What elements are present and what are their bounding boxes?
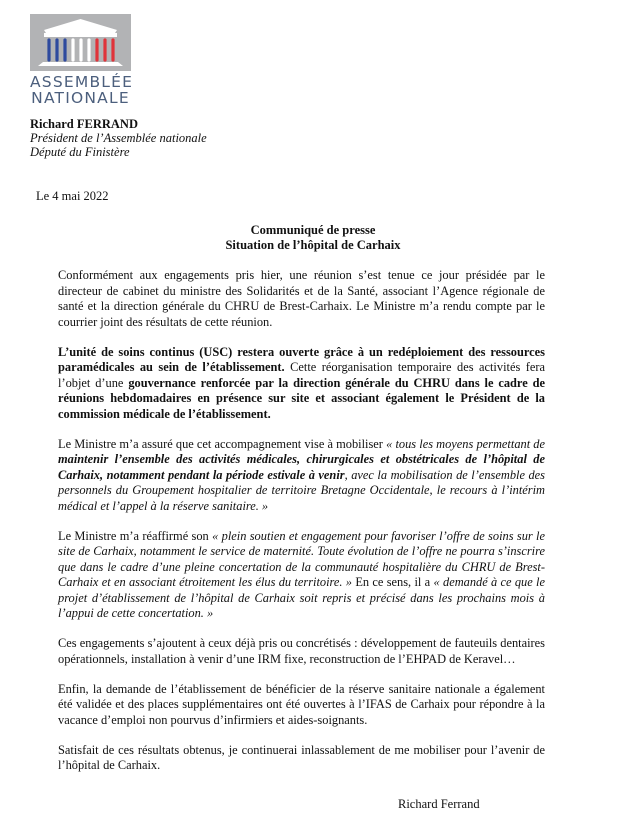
logo-line-1: ASSEMBLÉE [30,73,134,91]
p3-text-1: Le Ministre m’a assuré que cet accompagnement vise à mobiliser [58,436,387,451]
logo-line-2: NATIONALE [31,89,130,107]
paragraph-5: Ces engagements s’ajoutent à ceux déjà pris ou concrétisés : développement de fauteuils dentaires opérationnels, installation à venir d’une IRM fixe, reconstruction de l’EHPAD de Keravel… [58,636,545,666]
p4-text-1: Le Ministre m’a réaffirmé son [58,528,213,543]
p4-italic-1: « plein soutien et engagement pour favoriser l’offre de soins sur le site de Carhaix, notamment le service de maternité. Toute évolution de l’offre ne pourra s’inscrire que dans le cadre d’une pleine concertation de la communauté hospitalière du CHRU de Brest-Carhaix et en associant étroitement les élus du territoire. » [58,528,545,589]
p4-italic-2: « demandé à ce que le projet d’établissement de l’hôpital de Carhaix soit repris et précisé dans les prochains mois à l’appui de cette concertation. » [58,575,546,620]
hemicycle-icon [30,14,131,71]
document-date: Le 4 mai 2022 [36,189,109,203]
paragraph-2 [58,345,545,423]
signature: Richard Ferrand [398,797,480,811]
author-role-president: Président de l’Assemblée nationale [30,131,207,145]
author-block [30,117,207,159]
p3-bold-italic: maintenir l’ensemble des activités médicales, chirurgicales et obstétricales de l’hôpital de Carhaix, notamment pendant la période estivale à venir [58,452,545,482]
paragraph-6: Enfin, la demande de l’établissement de bénéficier de la réserve sanitaire nationale a également été validée et des places supplémentaires ont été ouvertes à l’IFAS de Carhaix pour répondre à la vacance d’emploi non pourvus d’infirmiers et aides-soignants. [58,681,545,727]
document-body [58,268,545,788]
author-name: Richard FERRAND [30,117,138,131]
p3-italic-1: « tous les moyens permettant de [386,436,545,451]
author-role-depute: Député du Finistère [30,145,130,159]
assemblee-nationale-logo [30,14,134,107]
document-title [0,223,626,253]
title-line-1: Communiqué de presse [250,223,376,237]
paragraph-7: Satisfait de ces résultats obtenus, je continuerai inlassablement de me mobiliser pour l’avenir de l’hôpital de Carhaix. [58,742,545,772]
paragraph-3 [58,437,545,515]
paragraph-4 [58,529,545,622]
p4-text-2: En ce sens, il a [352,575,434,589]
logo-wordmark [30,73,134,107]
title-line-2: Situation de l’hôpital de Carhaix [225,238,401,252]
p3-italic-2: , avec la mobilisation de l’ensemble des personnels du Groupement hospitalier de territoire Bretagne Occidentale, le recours à l’intérim médical et l’appel à la réserve sanitaire. » [58,467,545,513]
p2-text-1: Cette réorganisation temporaire des activités fera l’objet d’une [58,360,545,390]
p2-bold-2: gouvernance renforcée par la direction générale du CHRU dans le cadre de réunions hebdomadaires en présence sur site et associant également le Président de la commission médicale de l’établissement. [58,375,545,421]
paragraph-1: Conformément aux engagements pris hier, une réunion s’est tenue ce jour présidée par le directeur de cabinet du ministre des Solidarités et de la Santé, associant l’Agence régionale de santé et la direction générale du CHRU de Brest-Carhaix. Le Ministre m’a rendu compte par le courrier joint des résultats de cette réunion. [58,268,545,329]
p2-bold-1: L’unité de soins continus (USC) restera ouverte grâce à un redéploiement des ressources paramédicales au sein de l’établissement. [58,344,545,374]
